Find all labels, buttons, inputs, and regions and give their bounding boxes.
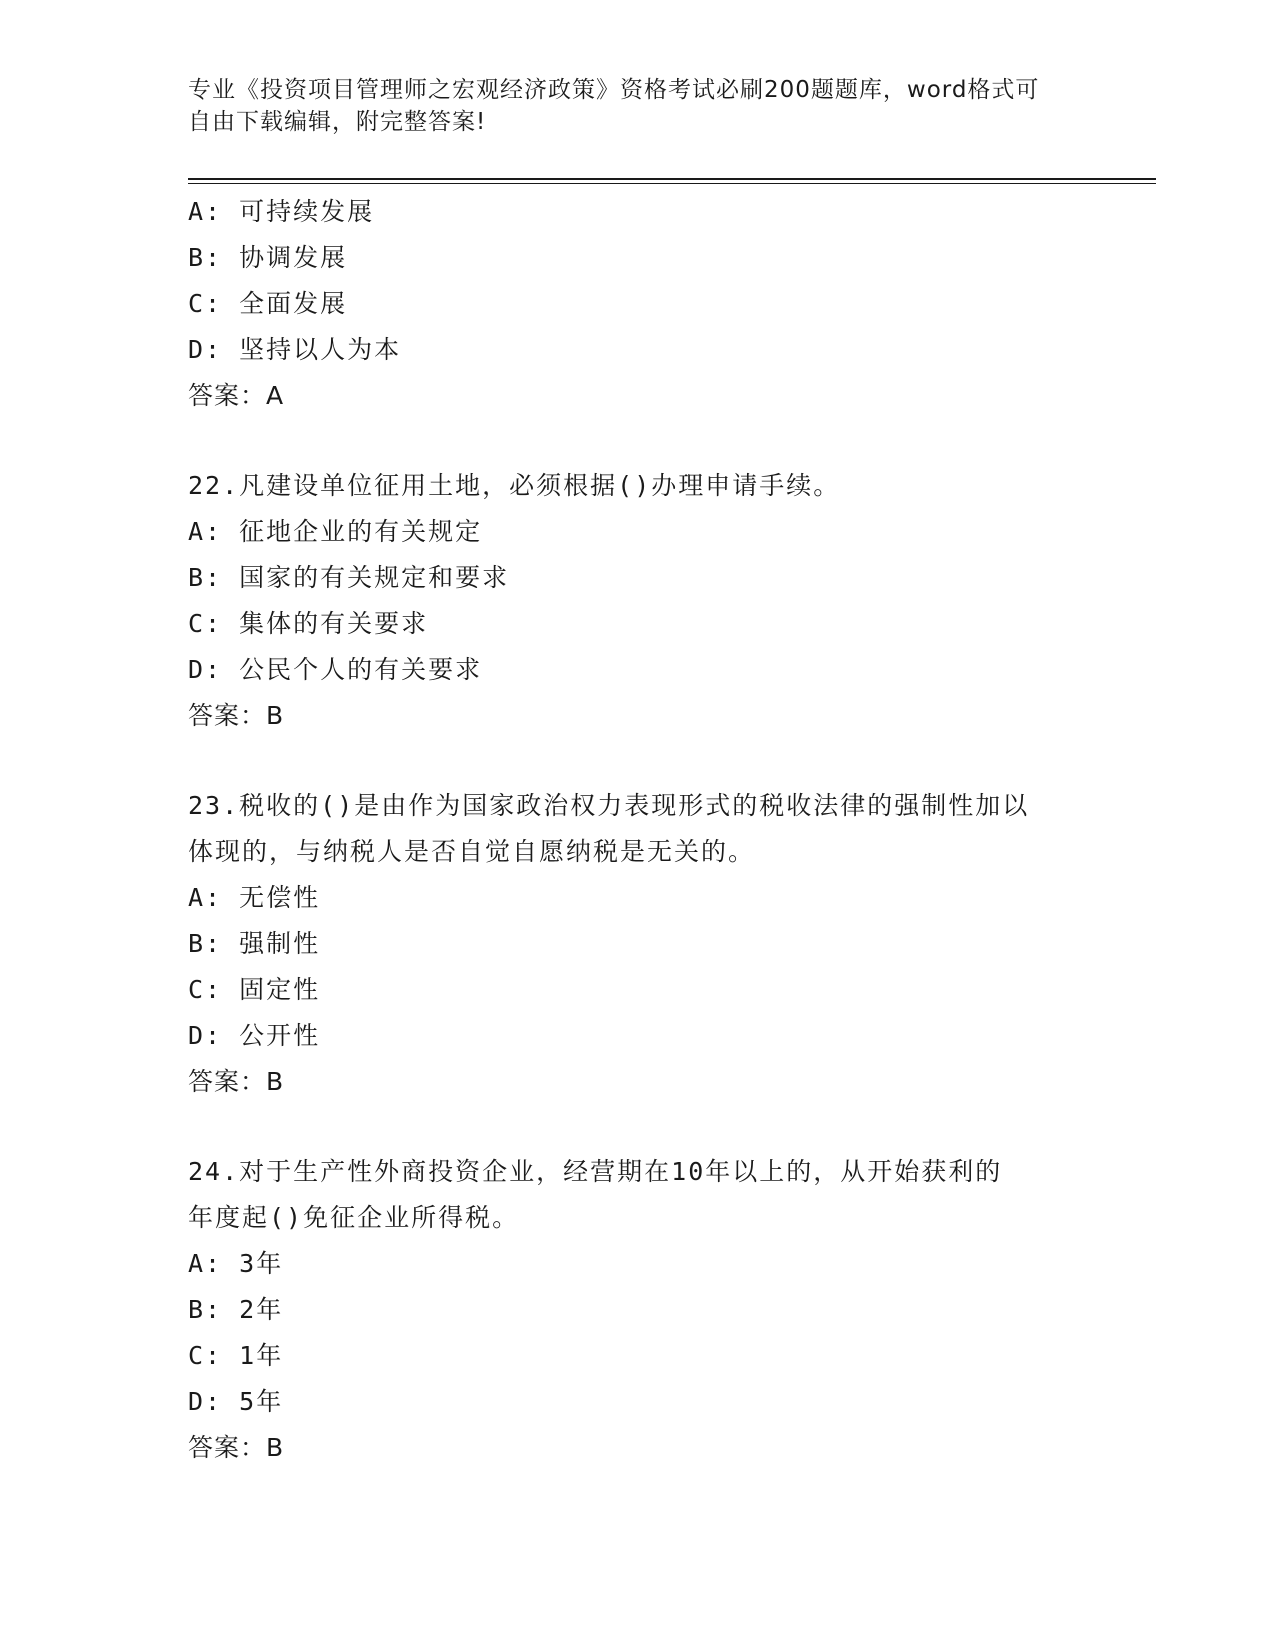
answer: 答案：B	[188, 701, 285, 730]
option-a: A: 无偿性	[188, 883, 321, 912]
question-text: 22.凡建设单位征用土地，必须根据()办理申请手续。	[188, 471, 841, 500]
option-d: D: 坚持以人为本	[188, 335, 402, 364]
question-text-line-2: 体现的，与纳税人是否自觉自愿纳税是无关的。	[188, 837, 756, 866]
header-divider-thin	[188, 183, 1156, 184]
option-c: C: 全面发展	[188, 289, 348, 318]
question-list	[188, 189, 1088, 1471]
question-22	[188, 463, 1088, 739]
option-a: A: 可持续发展	[188, 197, 375, 226]
question-24	[188, 1149, 1088, 1471]
option-a: A: 3年	[188, 1249, 284, 1278]
option-d: D: 公开性	[188, 1021, 321, 1050]
option-b: B: 国家的有关规定和要求	[188, 563, 510, 592]
answer: 答案：A	[188, 381, 285, 410]
answer: 答案：B	[188, 1067, 285, 1096]
option-d: D: 公民个人的有关要求	[188, 655, 483, 684]
option-b: B: 2年	[188, 1295, 284, 1324]
option-b: B: 强制性	[188, 929, 321, 958]
question-21	[188, 189, 1088, 419]
question-23	[188, 783, 1088, 1105]
header-divider-thick	[188, 178, 1156, 180]
option-c: C: 集体的有关要求	[188, 609, 429, 638]
header-line-1: 专业《投资项目管理师之宏观经济政策》资格考试必刷200题题库，word格式可	[188, 77, 1040, 103]
option-a: A: 征地企业的有关规定	[188, 517, 483, 546]
question-text-line-1: 24.对于生产性外商投资企业，经营期在10年以上的，从开始获利的	[188, 1157, 1003, 1186]
document-header	[188, 74, 1088, 138]
option-c: C: 固定性	[188, 975, 321, 1004]
answer: 答案：B	[188, 1433, 285, 1462]
question-text-line-1: 23.税收的()是由作为国家政治权力表现形式的税收法律的强制性加以	[188, 791, 1030, 820]
option-c: C: 1年	[188, 1341, 284, 1370]
header-line-2: 自由下载编辑，附完整答案!	[188, 109, 487, 135]
option-d: D: 5年	[188, 1387, 284, 1416]
question-text-line-2: 年度起()免征企业所得税。	[188, 1203, 520, 1232]
option-b: B: 协调发展	[188, 243, 348, 272]
